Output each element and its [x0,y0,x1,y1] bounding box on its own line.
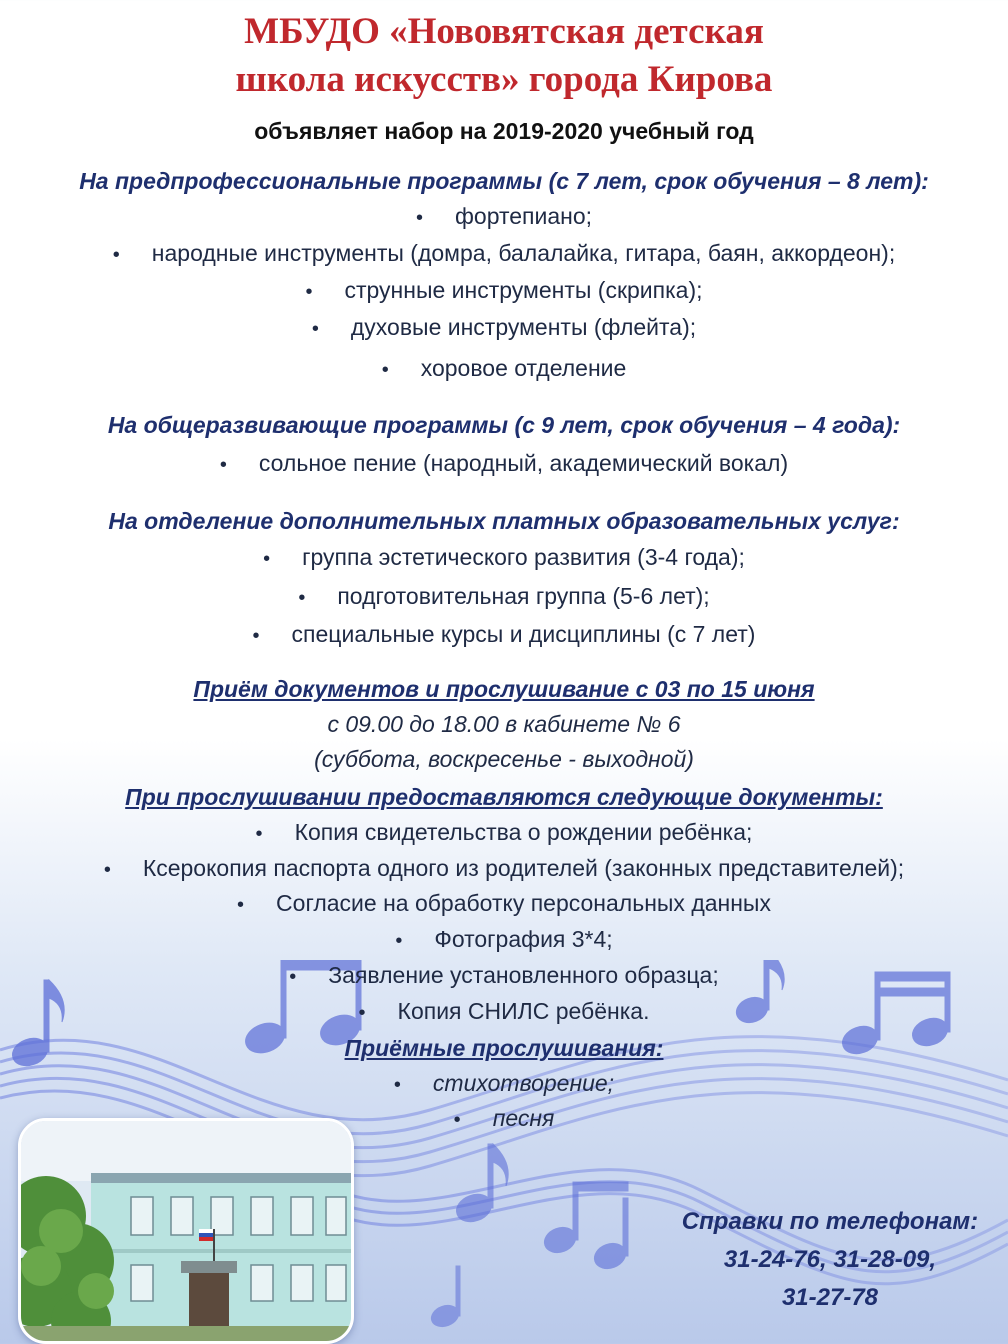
list-item: • песня [453,1105,555,1131]
list-item: • стихотворение; [393,1070,615,1096]
list-item: • Копия свидетельства о рождении ребёнка; [255,819,753,845]
bullet-icon: • [358,1002,366,1024]
list-item: • Заявление установленного образца; [289,962,719,988]
bullet-icon: • [453,1109,461,1131]
bullet-icon: • [289,966,297,988]
list-item: • Фотография 3*4; [395,926,613,952]
bullet-icon: • [311,318,319,340]
list-item: • фортепиано; [415,203,593,229]
bullet-icon: • [395,930,403,952]
bullet-icon: • [219,454,227,476]
bullet-icon: • [415,207,423,229]
bullet-icon: • [263,548,271,570]
bullet-icon: • [298,587,306,609]
documents-heading: При прослушивании предоставляются следующие документы: [125,784,883,810]
building-illustration [21,1121,351,1341]
contacts-heading: Справки по телефонам: [681,1208,979,1235]
phone-numbers-line-2: 31-27-78 [781,1284,879,1311]
list-item: • подготовительная группа (5-6 лет); [298,583,710,609]
bullet-icon: • [252,625,260,647]
list-item: • специальные курсы и дисциплины (с 7 лет) [252,621,756,647]
bullet-icon: • [393,1074,401,1096]
bullet-icon: • [255,823,263,845]
bullet-icon: • [237,894,245,916]
list-item: • Согласие на обработку персональных данных [237,890,771,916]
phone-numbers-line-1: 31-24-76, 31-28-09, [723,1246,937,1273]
preprof-heading: На предпрофессиональные программы (с 7 лет, срок обучения – 8 лет): [79,168,929,194]
admission-time: с 09.00 до 18.00 в кабинете № 6 [327,711,681,737]
admission-days-off: (суббота, воскресенье - выходной) [314,746,694,772]
bullet-icon: • [103,859,111,881]
list-item: • сольное пение (народный, академический вокал) [219,450,789,476]
school-title-line-2: школа искусств» города Кирова [235,59,773,100]
general-heading: На общеразвивающие программы (с 9 лет, срок обучения – 4 года): [107,412,901,438]
list-item: • духовые инструменты (флейта); [311,314,697,340]
list-item: • Копия СНИЛС ребёнка. [358,998,650,1024]
list-item: • Ксерокопия паспорта одного из родителей (законных представителей); [103,855,905,881]
list-item: • струнные инструменты (скрипка); [305,277,703,303]
paid-heading: На отделение дополнительных платных образовательных услуг: [108,508,900,534]
list-item: • народные инструменты (домра, балалайка, гитара, баян, аккордеон); [112,240,896,266]
school-building-photo [18,1118,354,1344]
list-item: • группа эстетического развития (3-4 года); [263,544,745,570]
enrollment-subtitle: объявляет набор на 2019-2020 учебный год [254,118,754,144]
auditions-heading: Приёмные прослушивания: [344,1035,664,1061]
bullet-icon: • [381,359,389,381]
note-icon-7 [428,1266,461,1330]
school-title-line-1: МБУДО «Нововятская детская [244,11,764,52]
list-item: • хоровое отделение [381,355,627,381]
admission-heading: Приём документов и прослушивание с 03 по 15 июня [193,676,815,702]
bullet-icon: • [305,281,313,303]
bullet-icon: • [112,244,120,266]
